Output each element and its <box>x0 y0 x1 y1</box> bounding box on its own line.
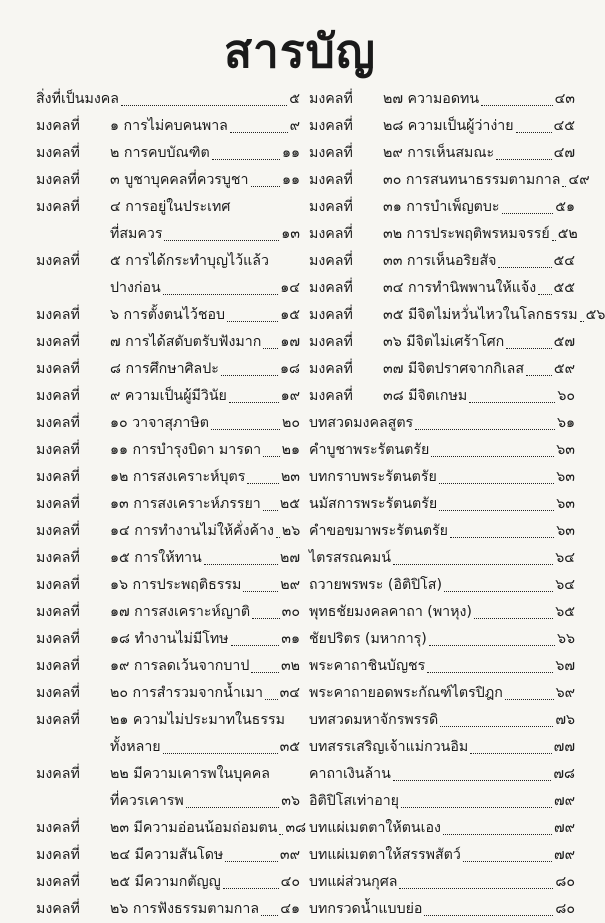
toc-dot-leader <box>164 240 279 241</box>
toc-entry <box>36 464 300 491</box>
toc-page-number: ๖๕ <box>555 604 575 620</box>
toc-entry-title: ๒๒ มีความเคารพในบุคคล <box>110 766 270 782</box>
toc-dot-leader <box>429 645 555 646</box>
toc-entry-title: อิติปิโสเท่าอายุ <box>309 793 399 809</box>
toc-entry <box>309 653 575 680</box>
toc-page-number: ๓๘ <box>285 820 307 836</box>
toc-entry-title: คำบูชาพระรัตนตรัย <box>309 442 430 458</box>
toc-page-number: ๖๖ <box>556 631 575 647</box>
toc-entry <box>36 896 300 923</box>
toc-entry <box>309 167 590 194</box>
toc-entry <box>309 221 578 248</box>
toc-page-number: ๗๗ <box>553 739 575 755</box>
toc-dot-leader <box>496 159 551 160</box>
toc-entry-title: ๓๗ มีจิตปราศจากกิเลส <box>383 361 525 377</box>
toc-entry <box>36 815 307 842</box>
toc-page-number: ๓๐ <box>281 604 300 620</box>
toc-entry-prefix: มงคลที่ <box>36 577 80 593</box>
toc-entry-prefix: มงคลที่ <box>36 253 80 269</box>
toc-page-number: ๕๔ <box>553 253 575 269</box>
toc-dot-leader <box>516 132 552 133</box>
toc-page-number: ๓๒ <box>280 658 300 674</box>
toc-page-number: ๓๑ <box>281 631 300 647</box>
toc-dot-leader <box>265 699 278 700</box>
toc-entry-title-cont: ที่สมควร <box>110 226 163 242</box>
toc-page-number: ๒๑ <box>281 442 300 458</box>
toc-dot-leader <box>481 105 552 106</box>
toc-dot-leader <box>261 915 278 916</box>
toc-entry-prefix: มงคลที่ <box>36 847 80 863</box>
toc-entry-title: ถวายพรพระ (อิติปิโส) <box>309 577 443 593</box>
toc-left-column <box>36 86 307 923</box>
toc-entry <box>36 491 300 518</box>
toc-entry <box>36 761 300 815</box>
toc-dot-leader <box>502 213 554 214</box>
toc-page-number: ๑๕ <box>280 307 300 323</box>
toc-dot-leader <box>263 456 280 457</box>
toc-entry <box>309 545 575 572</box>
toc-entry-title: ๒๖ การฟังธรรมตามกาล <box>110 901 260 917</box>
toc-dot-leader <box>163 753 278 754</box>
toc-page-number: ๔๓ <box>554 91 575 107</box>
toc-entry-prefix: มงคลที่ <box>36 820 80 836</box>
toc-entry-prefix: มงคลที่ <box>309 307 353 323</box>
toc-entry-title-cont: ที่ควรเคารพ <box>110 793 184 809</box>
toc-entry-title: ๑๔ การทำงานไม่ให้คั่งค้าง <box>110 523 274 539</box>
toc-entry-title: พระคาถาชินบัญชร <box>309 658 426 674</box>
toc-entry <box>309 248 575 275</box>
toc-page-number: ๕๗ <box>553 334 575 350</box>
toc-dot-leader <box>223 888 279 889</box>
toc-entry-title: พระคาถายอดพระกัณฑ์ไตรปิฎก <box>309 685 503 701</box>
toc-entry-title: ๗ การได้สดับตรับฟังมาก <box>110 334 262 350</box>
toc-entry-prefix: มงคลที่ <box>309 145 353 161</box>
toc-entry-title: ๓๓ การเห็นอริยสัจ <box>383 253 497 269</box>
toc-entry-line <box>36 761 300 788</box>
toc-dot-leader <box>505 699 554 700</box>
toc-dot-leader <box>121 105 287 106</box>
toc-entry <box>309 734 575 761</box>
toc-page-number: ๑๙ <box>280 388 300 404</box>
toc-page-number: ๕๖ <box>585 307 605 323</box>
toc-entry-prefix: มงคลที่ <box>36 604 80 620</box>
toc-entry-title: บทสวดมงคลสูตร <box>309 415 414 431</box>
toc-page-number: ๕๑ <box>555 199 575 215</box>
toc-entry-title: ๒๔ มีความสันโดษ <box>110 847 224 863</box>
toc-entry-title: ๓๖ มีจิตไม่เศร้าโศก <box>383 334 505 350</box>
toc-dot-leader <box>440 726 553 727</box>
toc-entry-title: บทกรวดน้ำแบบย่อ <box>309 901 423 917</box>
toc-page-number: ๑๓ <box>281 226 300 242</box>
toc-entry-title: ๓๒ การประพฤติพรหมจรรย์ <box>383 226 550 242</box>
toc-page-number: ๕๙ <box>553 361 575 377</box>
toc-dot-leader <box>252 618 280 619</box>
toc-dot-leader <box>399 888 553 889</box>
toc-entry-prefix: มงคลที่ <box>36 172 80 188</box>
toc-page-number: ๕๒ <box>557 226 578 242</box>
toc-entry-prefix: มงคลที่ <box>36 658 80 674</box>
toc-entry <box>36 518 300 545</box>
toc-entry-title: ๑๖ การประพฤติธรรม <box>110 577 242 593</box>
toc-dot-leader <box>424 915 553 916</box>
toc-dot-leader <box>450 537 554 538</box>
toc-entry-title: คำขอขมาพระรัตนตรัย <box>309 523 448 539</box>
toc-page-number: ๑๑ <box>281 145 300 161</box>
toc-entry <box>309 626 575 653</box>
toc-page-number: ๖๓ <box>556 523 575 539</box>
toc-page-number: ๖๔ <box>555 550 575 566</box>
toc-entry-prefix: มงคลที่ <box>36 361 80 377</box>
toc-page-number: ๓๖ <box>281 793 300 809</box>
toc-entry-title: ๒ การคบบัณฑิต <box>110 145 210 161</box>
toc-dot-leader <box>229 402 279 403</box>
toc-entry-title: ๒๗ ความอดทน <box>383 91 480 107</box>
toc-entry-title: ไตรสรณคมน์ <box>309 550 391 566</box>
toc-entry-title: ๑๑ การบำรุงบิดา มารดา <box>110 442 262 458</box>
toc-entry <box>36 842 300 869</box>
toc-entry <box>309 464 575 491</box>
toc-entry <box>309 275 575 302</box>
toc-entry-prefix: มงคลที่ <box>309 361 353 377</box>
toc-dot-leader <box>263 510 278 511</box>
toc-entry <box>309 815 575 842</box>
toc-page-number: ๗๙ <box>553 793 575 809</box>
toc-page-number: ๒๓ <box>280 469 300 485</box>
toc-entry <box>309 599 575 626</box>
toc-dot-leader <box>230 132 288 133</box>
toc-page-number: ๖๗ <box>555 658 575 674</box>
toc-dot-leader <box>498 267 551 268</box>
toc-dot-leader <box>227 321 278 322</box>
toc-entry-prefix: มงคลที่ <box>36 874 80 890</box>
toc-dot-leader <box>562 186 566 187</box>
toc-entry-prefix: มงคลที่ <box>36 118 80 134</box>
toc-entry-title-cont: ทั้งหลาย <box>110 739 161 755</box>
toc-entry-prefix: มงคลที่ <box>309 172 353 188</box>
toc-dot-leader <box>276 537 280 538</box>
toc-entry-title: สิ่งที่เป็นมงคล <box>36 91 119 107</box>
toc-page-number: ๖๙ <box>555 685 575 701</box>
toc-entry-title: ๒๘ ความเป็นผู้ว่าง่าย <box>383 118 514 134</box>
toc-entry-title: ๑๙ การลดเว้นจากบาป <box>110 658 250 674</box>
toc-entry-line <box>36 707 300 734</box>
toc-dot-leader <box>211 429 280 430</box>
toc-entry-title: ชัยปริตร (มหาการุ) <box>309 631 427 647</box>
toc-page-number: ๗๘ <box>553 766 575 782</box>
toc-entry-prefix: มงคลที่ <box>36 199 80 215</box>
toc-entry-prefix: มงคลที่ <box>309 118 353 134</box>
toc-entry <box>36 869 300 896</box>
toc-entry-line <box>36 194 300 221</box>
toc-entry <box>36 572 300 599</box>
toc-dot-leader <box>470 753 551 754</box>
toc-entry-prefix: มงคลที่ <box>309 253 353 269</box>
toc-page-number: ๑๑ <box>281 172 300 188</box>
toc-dot-leader <box>444 591 553 592</box>
toc-page-number: ๖๓ <box>556 469 575 485</box>
toc-page-number: ๖๑ <box>556 415 575 431</box>
toc-page-number: ๘๐ <box>555 901 575 917</box>
toc-dot-leader <box>538 294 551 295</box>
toc-dot-leader <box>163 294 279 295</box>
toc-entry <box>309 491 575 518</box>
toc-entry-title: ๑๐ วาจาสุภาษิต <box>110 415 209 431</box>
toc-entry-prefix: มงคลที่ <box>309 334 353 350</box>
toc-entry-title: ๒๙ การเห็นสมณะ <box>383 145 495 161</box>
toc-dot-leader <box>580 321 584 322</box>
toc-page-number: ๙ <box>289 118 300 134</box>
toc-entry-title: นมัสการพระรัตนตรัย <box>309 496 438 512</box>
toc-entry-title: ๒๕ มีความกตัญญู <box>110 874 221 890</box>
toc-entry <box>309 518 575 545</box>
toc-page-number: ๕๕ <box>553 280 575 296</box>
toc-dot-leader <box>247 483 279 484</box>
toc-entry <box>309 329 575 356</box>
toc-entry <box>36 356 300 383</box>
toc-entry-title: ๓๕ มีจิตไม่หวั่นไหวในโลกธรรม <box>383 307 578 323</box>
toc-entry-prefix: มงคลที่ <box>36 442 80 458</box>
toc-dot-leader <box>204 564 278 565</box>
toc-dot-leader <box>279 834 283 835</box>
toc-entry <box>36 410 300 437</box>
toc-dot-leader <box>221 375 278 376</box>
toc-entry <box>36 626 300 653</box>
toc-entry-title: ๙ ความเป็นผู้มีวินัย <box>110 388 227 404</box>
toc-page-number: ๗๙ <box>553 847 575 863</box>
toc-entry-title: บทสรรเสริญเจ้าแม่กวนอิม <box>309 739 469 755</box>
toc-entry <box>36 302 300 329</box>
toc-entry <box>36 599 300 626</box>
toc-right-column <box>309 86 605 923</box>
toc-dot-leader <box>186 807 280 808</box>
toc-page-number: ๖๐ <box>557 388 575 404</box>
toc-entry-title-cont: ปางก่อน <box>110 280 161 296</box>
toc-entry <box>309 302 605 329</box>
toc-page-number: ๑๗ <box>280 334 300 350</box>
toc-entry-line <box>36 221 300 248</box>
toc-entry <box>309 572 575 599</box>
toc-entry <box>309 437 575 464</box>
toc-entry-title: ๑๕ การให้ทาน <box>110 550 202 566</box>
toc-dot-leader <box>251 186 280 187</box>
toc-dot-leader <box>439 510 554 511</box>
toc-entry-title: คาถาเงินล้าน <box>309 766 391 782</box>
toc-dot-leader <box>263 348 278 349</box>
toc-entry <box>309 707 575 734</box>
toc-entry <box>36 680 300 707</box>
toc-dot-leader <box>225 861 278 862</box>
toc-entry-title: ๓๑ การบำเพ็ญตบะ <box>383 199 500 215</box>
toc-entry-prefix: มงคลที่ <box>36 307 80 323</box>
toc-dot-leader <box>427 672 553 673</box>
toc-dot-leader <box>415 429 555 430</box>
toc-entry <box>309 896 575 923</box>
toc-entry-title: ๔ การอยู่ในประเทศ <box>110 199 231 215</box>
toc-entry-prefix: มงคลที่ <box>36 685 80 701</box>
toc-entry-prefix: มงคลที่ <box>36 631 80 647</box>
toc-entry <box>36 437 300 464</box>
toc-page-number: ๖๓ <box>556 496 575 512</box>
toc-page-number: ๗๙ <box>553 820 575 836</box>
toc-entry-title: บทแผ่ส่วนกุศล <box>309 874 398 890</box>
toc-dot-leader <box>474 618 553 619</box>
toc-entry-prefix: มงคลที่ <box>36 334 80 350</box>
toc-entry-title: ๓ บูชาบุคคลที่ควรบูชา <box>110 172 249 188</box>
toc-entry-line <box>36 248 300 275</box>
toc-entry <box>36 194 300 248</box>
toc-dot-leader <box>393 564 553 565</box>
toc-entry-prefix: มงคลที่ <box>36 145 80 161</box>
toc-entry <box>36 545 300 572</box>
toc-entry-title: ๑ การไม่คบคนพาล <box>110 118 228 134</box>
toc-entry-title: บทสวดมหาจักรพรรดิ <box>309 712 439 728</box>
toc-dot-leader <box>469 402 555 403</box>
toc-entry-prefix: มงคลที่ <box>309 280 353 296</box>
toc-page-number: ๒๗ <box>279 550 300 566</box>
toc-entry-title: ๘ การศึกษาศิลปะ <box>110 361 219 377</box>
toc-entry <box>309 86 575 113</box>
toc-entry-prefix: มงคลที่ <box>309 199 353 215</box>
toc-entry <box>36 653 300 680</box>
toc-dot-leader <box>439 483 554 484</box>
toc-entry-prefix: มงคลที่ <box>36 550 80 566</box>
toc-entry <box>309 383 575 410</box>
toc-entry <box>309 410 575 437</box>
toc-entry <box>309 356 575 383</box>
toc-entry-prefix: มงคลที่ <box>36 766 80 782</box>
toc-page-number: ๑๔ <box>280 280 300 296</box>
toc-page-number: ๒๖ <box>281 523 301 539</box>
toc-entry-title: ๖ การตั้งตนไว้ชอบ <box>110 307 226 323</box>
toc-dot-leader <box>243 591 278 592</box>
toc-entry-prefix: มงคลที่ <box>309 226 353 242</box>
toc-entry <box>36 383 300 410</box>
toc-page-number: ๒๕ <box>279 496 300 512</box>
toc-entry-line <box>36 275 300 302</box>
toc-entry <box>309 140 575 167</box>
toc-entry <box>36 707 300 761</box>
toc-entry-line <box>36 734 300 761</box>
toc-dot-leader <box>463 861 552 862</box>
toc-entry-prefix: มงคลที่ <box>36 901 80 917</box>
toc-page-number: ๗๖ <box>555 712 575 728</box>
toc-dot-leader <box>251 672 279 673</box>
toc-page-number: ๒๐ <box>281 415 300 431</box>
toc-page-number: ๔๕ <box>553 118 575 134</box>
toc-entry <box>36 167 300 194</box>
toc-page-number: ๔๐ <box>280 874 300 890</box>
toc-entry <box>309 869 575 896</box>
toc-entry <box>36 329 300 356</box>
toc-entry-prefix: มงคลที่ <box>36 469 80 485</box>
toc-entry-prefix: มงคลที่ <box>309 91 353 107</box>
toc-entry-title: ๑๒ การสงเคราะห์บุตร <box>110 469 246 485</box>
page-title: สารบัญ <box>223 24 376 78</box>
toc-dot-leader <box>431 456 554 457</box>
toc-dot-leader <box>552 240 556 241</box>
toc-entry-prefix: มงคลที่ <box>36 712 80 728</box>
toc-entry <box>309 194 575 221</box>
toc-entry-title: บทแผ่เมตตาให้ตนเอง <box>309 820 441 836</box>
toc-entry-title: บทกราบพระรัตนตรัย <box>309 469 437 485</box>
toc-dot-leader <box>443 834 552 835</box>
toc-entry-title: ๓๔ การทำนิพพานให้แจ้ง <box>383 280 537 296</box>
toc-dot-leader <box>401 807 552 808</box>
toc-dot-leader <box>526 375 552 376</box>
toc-page-number: ๓๕ <box>279 739 300 755</box>
toc-entry <box>36 140 300 167</box>
toc-entry <box>36 86 300 113</box>
toc-dot-leader <box>231 645 280 646</box>
toc-page-number: ๘๐ <box>555 874 575 890</box>
toc-entry-title: พุทธชัยมงคลคาถา (พาหุง) <box>309 604 472 620</box>
toc-entry-title: บทแผ่เมตตาให้สรรพสัตว์ <box>309 847 461 863</box>
toc-entry-title: ๓๘ มีจิตเกษม <box>383 388 468 404</box>
toc-entry <box>309 680 575 707</box>
toc-entry-prefix: มงคลที่ <box>36 388 80 404</box>
toc-entry-prefix: มงคลที่ <box>309 388 353 404</box>
toc-page-number: ๔๙ <box>568 172 590 188</box>
toc-entry-title: ๑๘ ทำงานไม่มีโทษ <box>110 631 229 647</box>
toc-page-number: ๖๓ <box>556 442 575 458</box>
toc-entry-prefix: มงคลที่ <box>36 496 80 512</box>
toc-entry <box>309 761 575 788</box>
toc-page-number: ๓๔ <box>279 685 300 701</box>
toc-dot-leader <box>212 159 280 160</box>
toc-entry-title: ๑๗ การสงเคราะห์ญาติ <box>110 604 251 620</box>
toc-page-number: ๔๗ <box>553 145 575 161</box>
toc-page-number: ๕ <box>289 91 300 107</box>
toc-dot-leader <box>506 348 551 349</box>
toc-entry-prefix: มงคลที่ <box>36 415 80 431</box>
toc-entry <box>36 113 300 140</box>
toc-dot-leader <box>393 780 552 781</box>
toc-entry-line <box>36 788 300 815</box>
toc-entry-title: ๒๓ มีความอ่อนน้อมถ่อมตน <box>110 820 278 836</box>
toc-entry-title: ๓๐ การสนทนาธรรมตามกาล <box>383 172 561 188</box>
toc-entry <box>309 113 575 140</box>
toc-entry-prefix: มงคลที่ <box>36 523 80 539</box>
toc-entry <box>36 248 300 302</box>
toc-entry <box>309 788 575 815</box>
toc-page-number: ๑๘ <box>280 361 300 377</box>
toc-page-number: ๔๑ <box>280 901 300 917</box>
toc-page-number: ๖๔ <box>555 577 575 593</box>
toc-entry-title: ๕ การได้กระทำบุญไว้แล้ว <box>110 253 269 269</box>
toc-entry <box>309 842 575 869</box>
toc-entry-title: ๒๐ การสำรวมจากน้ำเมา <box>110 685 263 701</box>
toc-entry-title: ๑๓ การสงเคราะห์ภรรยา <box>110 496 261 512</box>
toc-page-number: ๒๙ <box>280 577 300 593</box>
toc-page-number: ๓๙ <box>279 847 300 863</box>
toc-entry-title: ๒๑ ความไม่ประมาทในธรรม <box>110 712 285 728</box>
